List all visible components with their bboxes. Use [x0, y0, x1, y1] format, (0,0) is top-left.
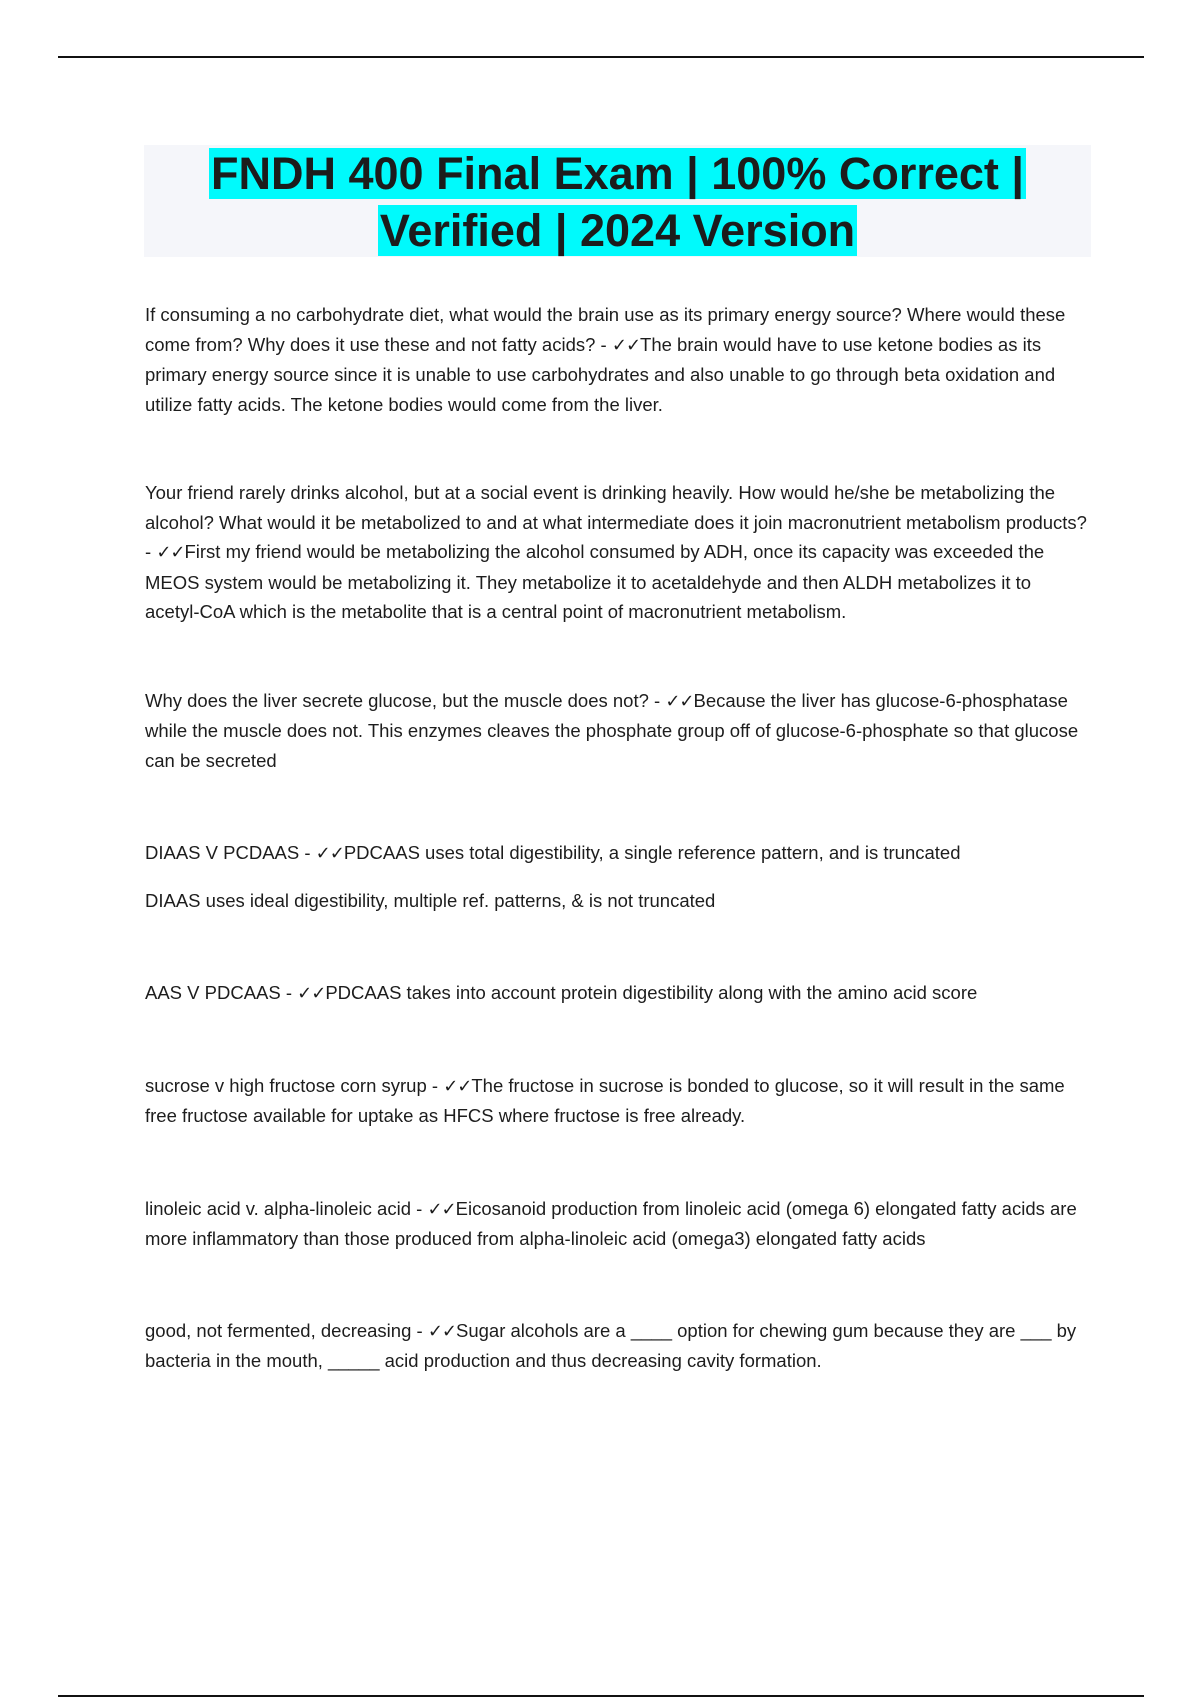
question-text: Why does the liver secrete glucose, but the muscle does not? — [145, 689, 649, 711]
answer-text: PDCAAS takes into account protein digestibility along with the amino acid score — [325, 982, 978, 1003]
qa-item-2: Your friend rarely drinks alcohol, but at a social event is drinking heavily. How would he/she be metabolizing the alcohol? What would it be metabolized to and at what intermediate does it join macronutrient metabolism products? - ✓✓First my friend would be metabolizing the alcohol consumed by ADH, once its capacity was exceeded the MEOS system would be metabolizing it. They metabolize it to acetaldehyde and then ALDH metabolizes it to acetyl-CoA which is the metabolite that is a central point of macronutrient metabolism. — [145, 482, 1087, 622]
qa-item-8: good, not fermented, decreasing - ✓✓Sugar alcohols are a ____ option for chewing gum because they are ___ by bacteria in the mouth, _____ acid production and thus decreasing cavity formation. — [145, 1319, 1077, 1371]
title-banner — [144, 145, 1091, 257]
qa-item-5: AAS V PDCAAS - ✓✓PDCAAS takes into account protein digestibility along with the amino acid score — [145, 982, 978, 1004]
qa-item-4-extra — [145, 886, 1090, 916]
answer-text: The brain would have to use ketone bodies as its primary energy source since it is unable to use carbohydrates and also unable to go through beta oxidation and utilize fatty acids. The ketone bodies would come from the liver. — [145, 333, 1056, 415]
double-check-icon: ✓✓ — [156, 542, 185, 563]
question-text: Your friend rarely drinks alcohol, but at a social event is drinking heavily. How would he/she be metabolizing the alcohol? What would it be metabolized to and at what intermediate does it join macronutrient metabolism products? — [145, 482, 1087, 533]
qa-item-3: Why does the liver secrete glucose, but the muscle does not? - ✓✓Because the liver has glucose-6-phosphatase while the muscle does not. This enzymes cleaves the phosphate group off of glucose-6-phosphate so that glucose can be secreted — [145, 689, 1079, 771]
question-text: good, not fermented, decreasing — [145, 1319, 412, 1341]
answer-text: Eicosanoid production from linoleic acid (omega 6) elongated fatty acids are more inflammatory than those produced from alpha-linoleic acid (omega3) elongated fatty acids — [145, 1197, 1077, 1249]
answer-text: First my friend would be metabolizing the alcohol consumed by ADH, once its capacity was exceeded the MEOS system would be metabolizing it. They metabolize it to acetaldehyde and then ALDH metabolizes it to acetyl-CoA which is the metabolite that is a central point of macronutrient metabolism. — [145, 541, 1045, 622]
question-text: linoleic acid v. alpha-linoleic acid — [145, 1197, 411, 1219]
double-check-icon: ✓✓ — [427, 1320, 456, 1342]
qa-list — [145, 300, 1090, 1376]
answer-text: The fructose in sucrose is bonded to glucose, so it will result in the same free fructose available for uptake as HFCS where fructose is free already. — [145, 1074, 1065, 1126]
double-check-icon: ✓✓ — [315, 843, 344, 864]
double-check-icon: ✓✓ — [665, 690, 694, 712]
double-check-icon: ✓✓ — [427, 1198, 456, 1220]
qa-item-6: sucrose v high fructose corn syrup - ✓✓The fructose in sucrose is bonded to glucose, so it will result in the same free fructose available for uptake as HFCS where fructose is free already. — [145, 1074, 1065, 1126]
title-line-1: FNDH 400 Final Exam | 100% Correct | — [211, 148, 1024, 199]
question-text: AAS V PDCAAS — [145, 982, 281, 1003]
page-title — [144, 145, 1091, 259]
question-text: sucrose v high fructose corn syrup — [145, 1074, 427, 1096]
double-check-icon: ✓✓ — [443, 1075, 472, 1097]
qa-item-7: linoleic acid v. alpha-linoleic acid - ✓✓Eicosanoid production from linoleic acid (omega 6) elongated fatty acids are more inflammatory than those produced from alpha-linoleic acid (omega3) elongated fatty acids — [145, 1197, 1077, 1249]
title-line-2: Verified | 2024 Version — [379, 205, 856, 256]
double-check-icon: ✓✓ — [611, 334, 641, 356]
question-text: DIAAS V PCDAAS — [145, 842, 300, 863]
answer-extra-text: DIAAS uses ideal digestibility, multiple ref. patterns, & is not truncated — [145, 889, 716, 911]
answer-text: Sugar alcohols are a ____ option for chewing gum because they are ___ by bacteria in the mouth, _____ acid production and thus decreasing cavity formation. — [145, 1319, 1077, 1371]
bottom-rule — [58, 1695, 1144, 1697]
double-check-icon: ✓✓ — [297, 983, 326, 1004]
top-rule — [58, 56, 1144, 58]
answer-text: Because the liver has glucose-6-phosphatase while the muscle does not. This enzymes cleaves the phosphate group off of glucose-6-phosphate so that glucose can be secreted — [145, 689, 1079, 771]
qa-item-1: If consuming a no carbohydrate diet, what would the brain use as its primary energy source? Where would these come from? Why does it use these and not fatty acids? - ✓✓The brain would have to use ketone bodies as its primary energy source since it is unable to use carbohydrates and also unable to go through beta oxidation and utilize fatty acids. The ketone bodies would come from the liver. — [145, 304, 1066, 415]
qa-item-4: DIAAS V PCDAAS - ✓✓PDCAAS uses total digestibility, a single reference pattern, and is truncated — [145, 842, 961, 864]
question-text: If consuming a no carbohydrate diet, what would the brain use as its primary energy source? Where would these come from? Why does it use these and not fatty acids? — [145, 304, 1066, 355]
answer-text: PDCAAS uses total digestibility, a single reference pattern, and is truncated — [343, 842, 961, 863]
